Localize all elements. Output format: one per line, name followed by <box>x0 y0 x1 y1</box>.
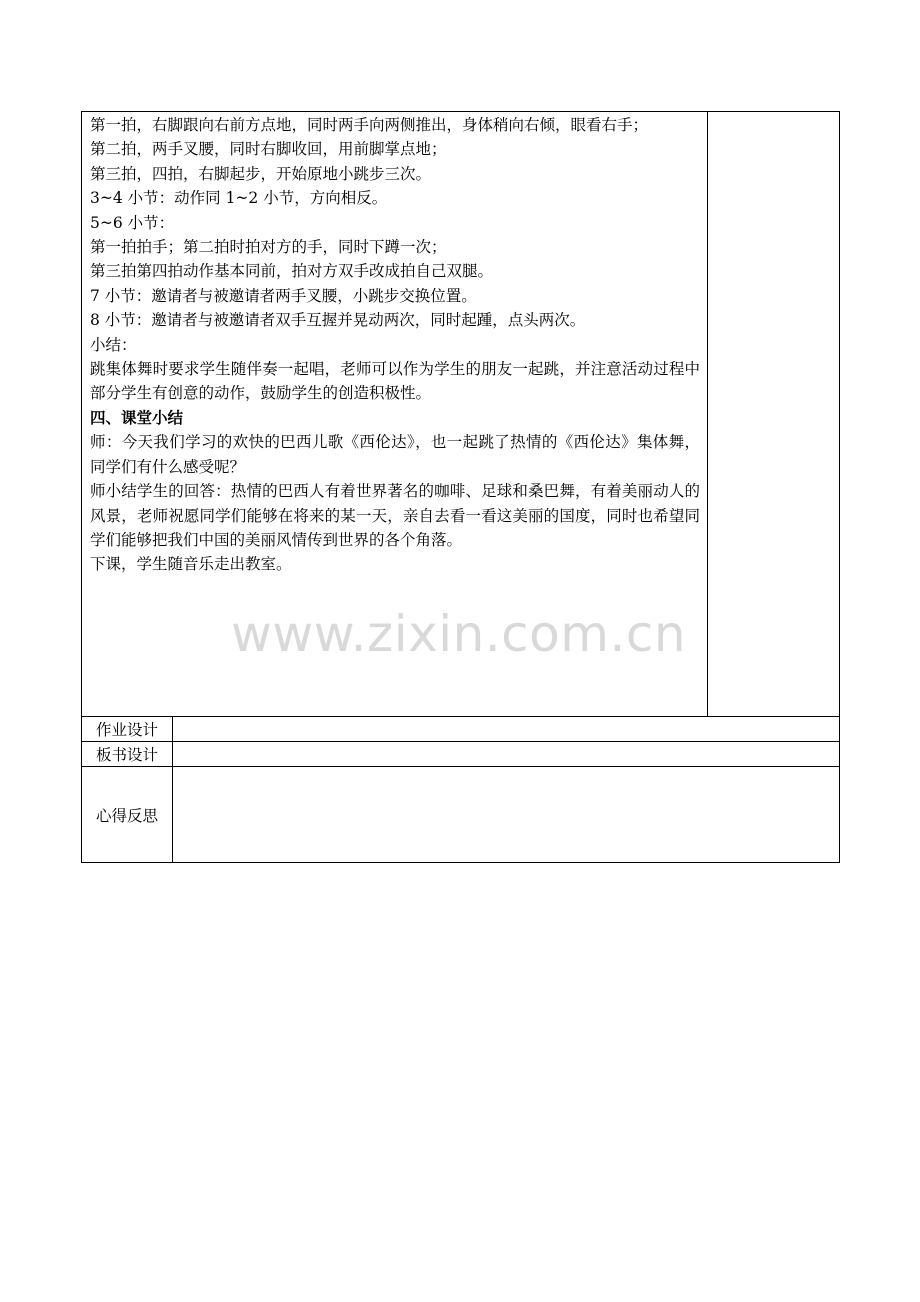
summary-line: 下课，学生随音乐走出教室。 <box>90 555 292 574</box>
lesson-line: 小结： <box>90 335 137 354</box>
lesson-line: 7 小节：邀请者与被邀请者两手叉腰，小跳步交换位置。 <box>90 286 477 305</box>
lesson-text <box>90 113 700 577</box>
board-design-label: 板书设计 <box>82 742 173 766</box>
homework-label: 作业设计 <box>82 717 173 741</box>
lesson-line: 第三拍第四拍动作基本同前，拍对方双手改成拍自己双腿。 <box>90 262 494 281</box>
lesson-line: 5~6 小节： <box>90 213 175 232</box>
lesson-line: 8 小节：邀请者与被邀请者双手互握并晃动两次，同时起踵，点头两次。 <box>90 311 586 330</box>
board-design-row <box>81 742 840 767</box>
lesson-line: 3~4 小节：动作同 1~2 小节，方向相反。 <box>90 189 388 208</box>
summary-line: 师：今天我们学习的欢快的巴西儿歌《西伦达》，也一起跳了热情的《西伦达》集体舞，同学们有什么感受呢？ <box>90 433 700 476</box>
lesson-line: 第二拍，两手叉腰，同时右脚收回，用前脚掌点地； <box>90 140 447 159</box>
homework-row <box>81 717 840 742</box>
summary-line: 师小结学生的回答：热情的巴西人有着世界著名的咖啡、足球和桑巴舞，有着美丽动人的风景，老师祝愿同学们能够在将来的某一天，亲自去看一看这美丽的国度，同时也希望同学们能够把我们中国的美丽风情传到世界的各个角落。 <box>90 482 700 549</box>
lesson-line: 跳集体舞时要求学生随伴奏一起唱，老师可以作为学生的朋友一起跳，并注意活动过程中部分学生有创意的动作，鼓励学生的创造积极性。 <box>90 360 700 403</box>
lesson-line: 第一拍拍手；第二拍时拍对方的手，同时下蹲一次； <box>90 238 447 257</box>
reflection-label: 心得反思 <box>82 767 173 862</box>
lesson-line: 第三拍，四拍，右脚起步，开始原地小跳步三次。 <box>90 164 432 183</box>
section-heading: 四、课堂小结 <box>90 408 184 427</box>
watermark: www.zixin.com.cn <box>231 605 687 663</box>
side-column-divider <box>707 112 708 716</box>
reflection-row <box>81 767 840 863</box>
lesson-line: 第一拍，右脚跟向右前方点地，同时两手向两侧推出，身体稍向右倾，眼看右手； <box>90 116 649 134</box>
